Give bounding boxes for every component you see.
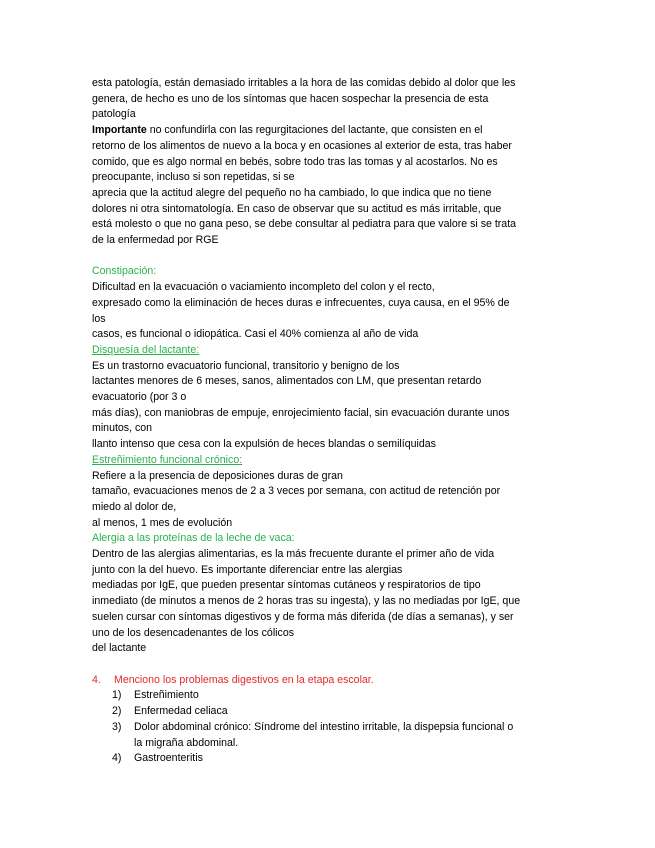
- text-line: Dentro de las alergias alimentarias, es la más frecuente durante el primer año de vida: [92, 548, 495, 561]
- text-line: uno de los desencadenantes de los cólicos: [92, 626, 295, 639]
- section-heading: Alergia a las proteínas de la leche de vaca:: [92, 532, 295, 545]
- text-line: retorno de los alimentos de nuevo a la boca y en ocasiones al exterior de esta, tras haber: [92, 139, 512, 152]
- text-line: inmediato (de minutos a menos de 2 horas tras su ingesta), y las no mediadas por IgE, que: [92, 595, 521, 608]
- text-line: patología: [92, 108, 136, 121]
- text-line: casos, es funcional o idiopática. Casi el 40% comienza al año de vida: [92, 328, 419, 341]
- text-line: junto con la del huevo. Es importante diferenciar entre las alergias: [92, 563, 403, 576]
- text-line: mediadas por IgE, que pueden presentar síntomas cutáneos y respiratorios de tipo: [92, 579, 481, 592]
- text-line: lactantes menores de 6 meses, sanos, alimentados con LM, que presentan retardo: [92, 375, 482, 388]
- list-text: Enfermedad celiaca: [134, 705, 228, 718]
- list-item: [92, 704, 595, 720]
- text-line: comido, que es algo normal en bebés, sobre todo tras las tomas y al acostarlos. No es: [92, 155, 498, 168]
- section-heading: Constipación:: [92, 265, 157, 278]
- list-item-continuation: [92, 736, 595, 752]
- text-line: está molesto o que no gana peso, se debe consultar al pediatra para que valore si se trata: [92, 218, 517, 231]
- text-line: los: [92, 312, 106, 325]
- milk-allergy-section: [92, 531, 595, 657]
- text-line: esta patología, están demasiado irritables a la hora de las comidas debido al dolor que les: [92, 77, 516, 89]
- list-text: Dolor abdominal crónico: Síndrome del intestino irritable, la dispepsia funcional o: [134, 720, 514, 733]
- text-line: miedo al dolor de,: [92, 500, 177, 513]
- constipation-section: [92, 264, 595, 343]
- text-line: suelen cursar con síntomas digestivos y de forma más diferida (de días a semanas), y ser: [92, 610, 514, 623]
- text-line: Dificultad en la evacuación o vaciamiento incompleto del colon y el recto,: [92, 281, 435, 294]
- list-text: la migraña abdominal.: [134, 736, 239, 749]
- text-line: llanto intenso que cesa con la expulsión de heces blandas o semilíquidas: [92, 438, 436, 451]
- list-item: [92, 751, 595, 767]
- text-line: al menos, 1 mes de evolución: [92, 516, 233, 529]
- text-line: de la enfermedad por RGE: [92, 234, 219, 247]
- important-line: [92, 123, 595, 139]
- text-line: minutos, con: [92, 422, 153, 435]
- text-line: genera, de hecho es uno de los síntomas que hacen sospechar la presencia de esta: [92, 92, 489, 105]
- dyschezia-section: [92, 343, 595, 453]
- spacer: [92, 249, 595, 265]
- text-line: del lactante: [92, 642, 147, 655]
- text-fragment: no confundirla con las regurgitaciones del lactante, que consisten en el: [146, 124, 483, 137]
- text-line: expresado como la eliminación de heces duras e infrecuentes, cuya causa, en el 95% de: [92, 296, 510, 309]
- intro-paragraph: [92, 76, 595, 249]
- question-number: 4.: [92, 673, 101, 686]
- spacer: [92, 657, 595, 673]
- section-heading: Disquesía del lactante:: [92, 343, 200, 356]
- answer-list: [92, 688, 595, 767]
- text-line: evacuatorio (por 3 o: [92, 391, 187, 404]
- question-heading: [92, 673, 595, 689]
- section-heading: Estreñimiento funcional crónico:: [92, 453, 243, 466]
- list-text: Estreñimiento: [134, 689, 199, 702]
- list-number: 4): [112, 752, 122, 765]
- text-line: aprecia que la actitud alegre del pequeño no ha cambiado, lo que indica que no tiene: [92, 186, 492, 199]
- text-line: Refiere a la presencia de deposiciones duras de gran: [92, 469, 343, 482]
- chronic-constipation-section: [92, 453, 595, 532]
- text-line: preocupante, incluso si son repetidas, si se: [92, 171, 295, 184]
- text-line: dolores ni otra sintomatología. En caso de observar que su actitud es más irritable, que: [92, 202, 502, 215]
- list-item: [92, 688, 595, 704]
- text-line: más días), con maniobras de empuje, enrojecimiento facial, sin evacuación durante unos: [92, 406, 510, 419]
- text-line: tamaño, evacuaciones menos de 2 a 3 veces por semana, con actitud de retención por: [92, 485, 501, 498]
- list-text: Gastroenteritis: [134, 752, 203, 765]
- list-item: [92, 720, 595, 736]
- question-text: Menciono los problemas digestivos en la etapa escolar.: [114, 673, 374, 686]
- text-line: Es un trastorno evacuatorio funcional, transitorio y benigno de los: [92, 359, 400, 372]
- list-number: 2): [112, 705, 122, 718]
- important-label: Importante: [92, 124, 147, 137]
- list-number: 1): [112, 689, 122, 702]
- list-number: 3): [112, 720, 122, 733]
